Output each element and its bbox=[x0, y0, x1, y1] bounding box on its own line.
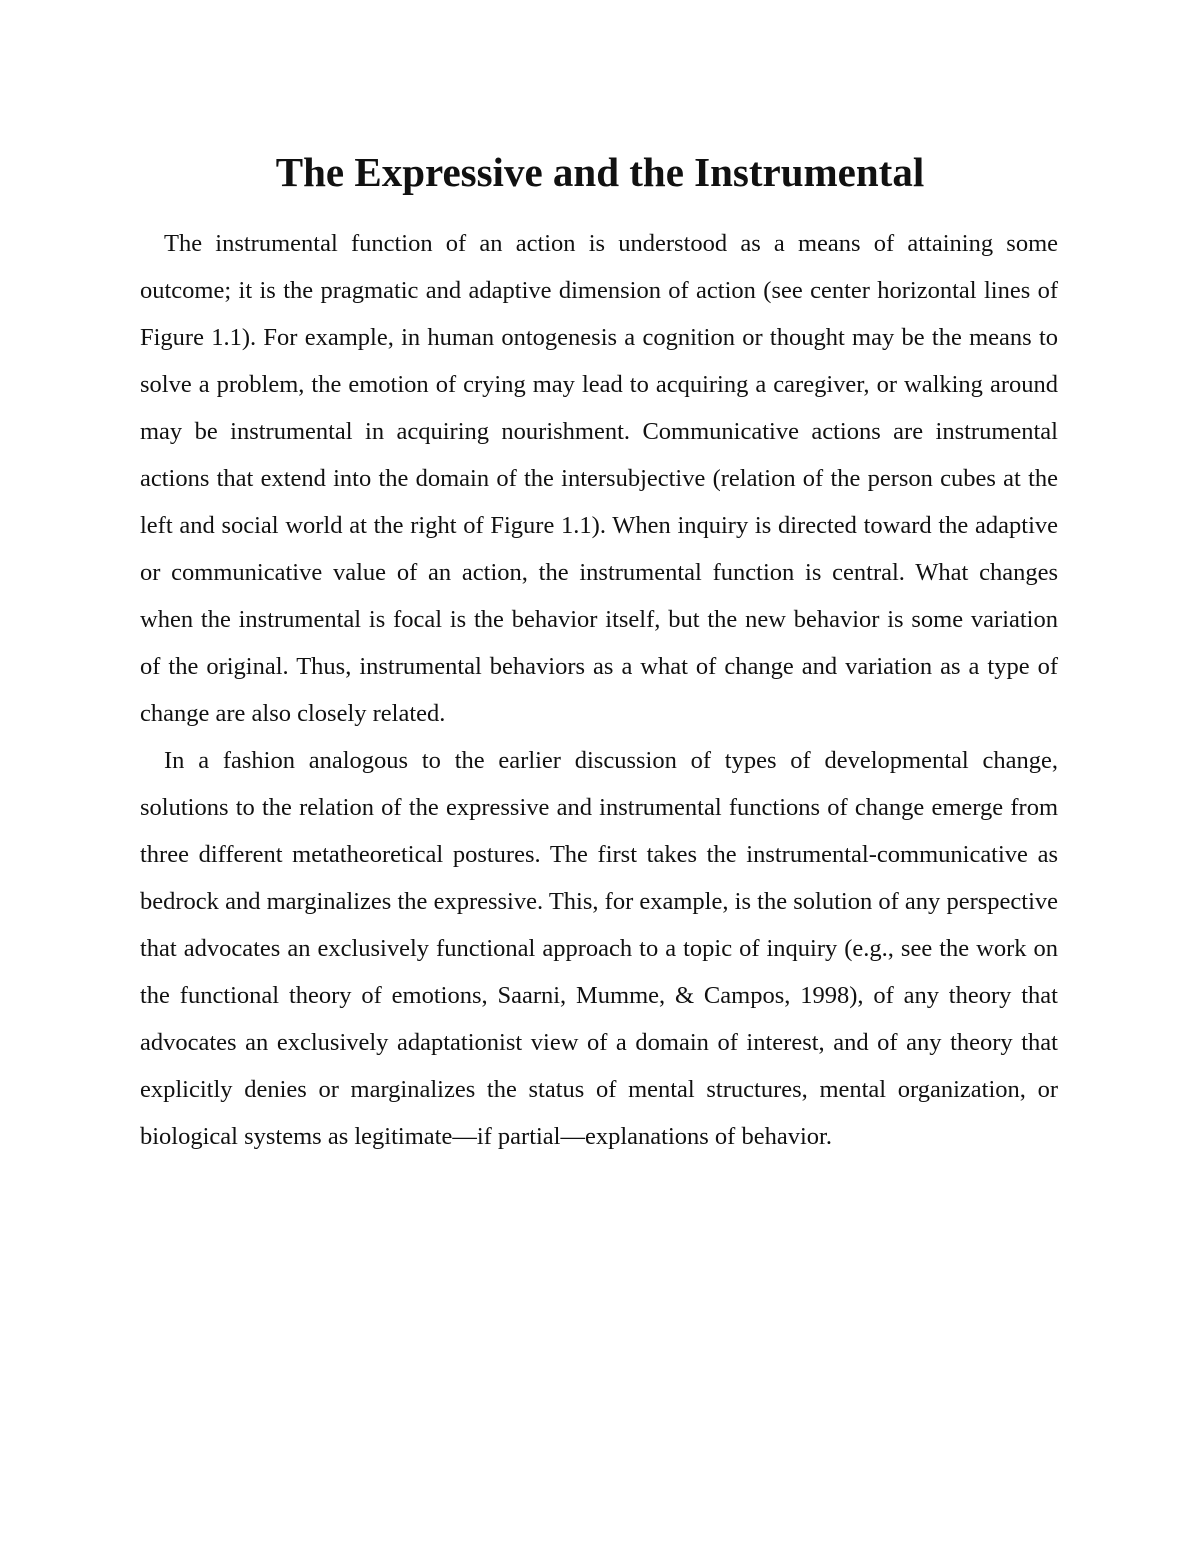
paragraph-1: The instrumental function of an action is understood as a means of attaining some outcome; it is the pragmatic and adaptive dimension of action (see center horizontal lines of Figure 1.1). For example, in human ontogenesis a cognition or thought may be the means to solve a problem, the emotion of crying may lead to acquiring a caregiver, or walking around may be instrumental in acquiring nourishment. Communicative actions are instrumental actions that extend into the domain of the intersubjective (relation of the person cubes at the left and social world at the right of Figure 1.1). When inquiry is directed toward the adaptive or communicative value of an action, the instrumental function is central. What changes when the instrumental is focal is the behavior itself, but the new behavior is some variation of the original. Thus, instrumental behaviors as a what of change and variation as a type of change are also closely related. bbox=[140, 230, 1058, 727]
page-title: The Expressive and the Instrumental bbox=[275, 149, 925, 195]
document-body bbox=[140, 220, 1058, 1160]
paragraph-2: In a fashion analogous to the earlier discussion of types of developmental change, solutions to the relation of the expressive and instrumental functions of change emerge from three different metatheoretical postures. The first takes the instrumental-communicative as bedrock and marginalizes the expressive. This, for example, is the solution of any perspective that advocates an exclusively functional approach to a topic of inquiry (e.g., see the work on the functional theory of emotions, Saarni, Mumme, & Campos, 1998), of any theory that advocates an exclusively adaptationist view of a domain of interest, and of any theory that explicitly denies or marginalizes the status of mental structures, mental organization, or biological systems as legitimate—if partial—explanations of behavior. bbox=[140, 747, 1058, 1150]
